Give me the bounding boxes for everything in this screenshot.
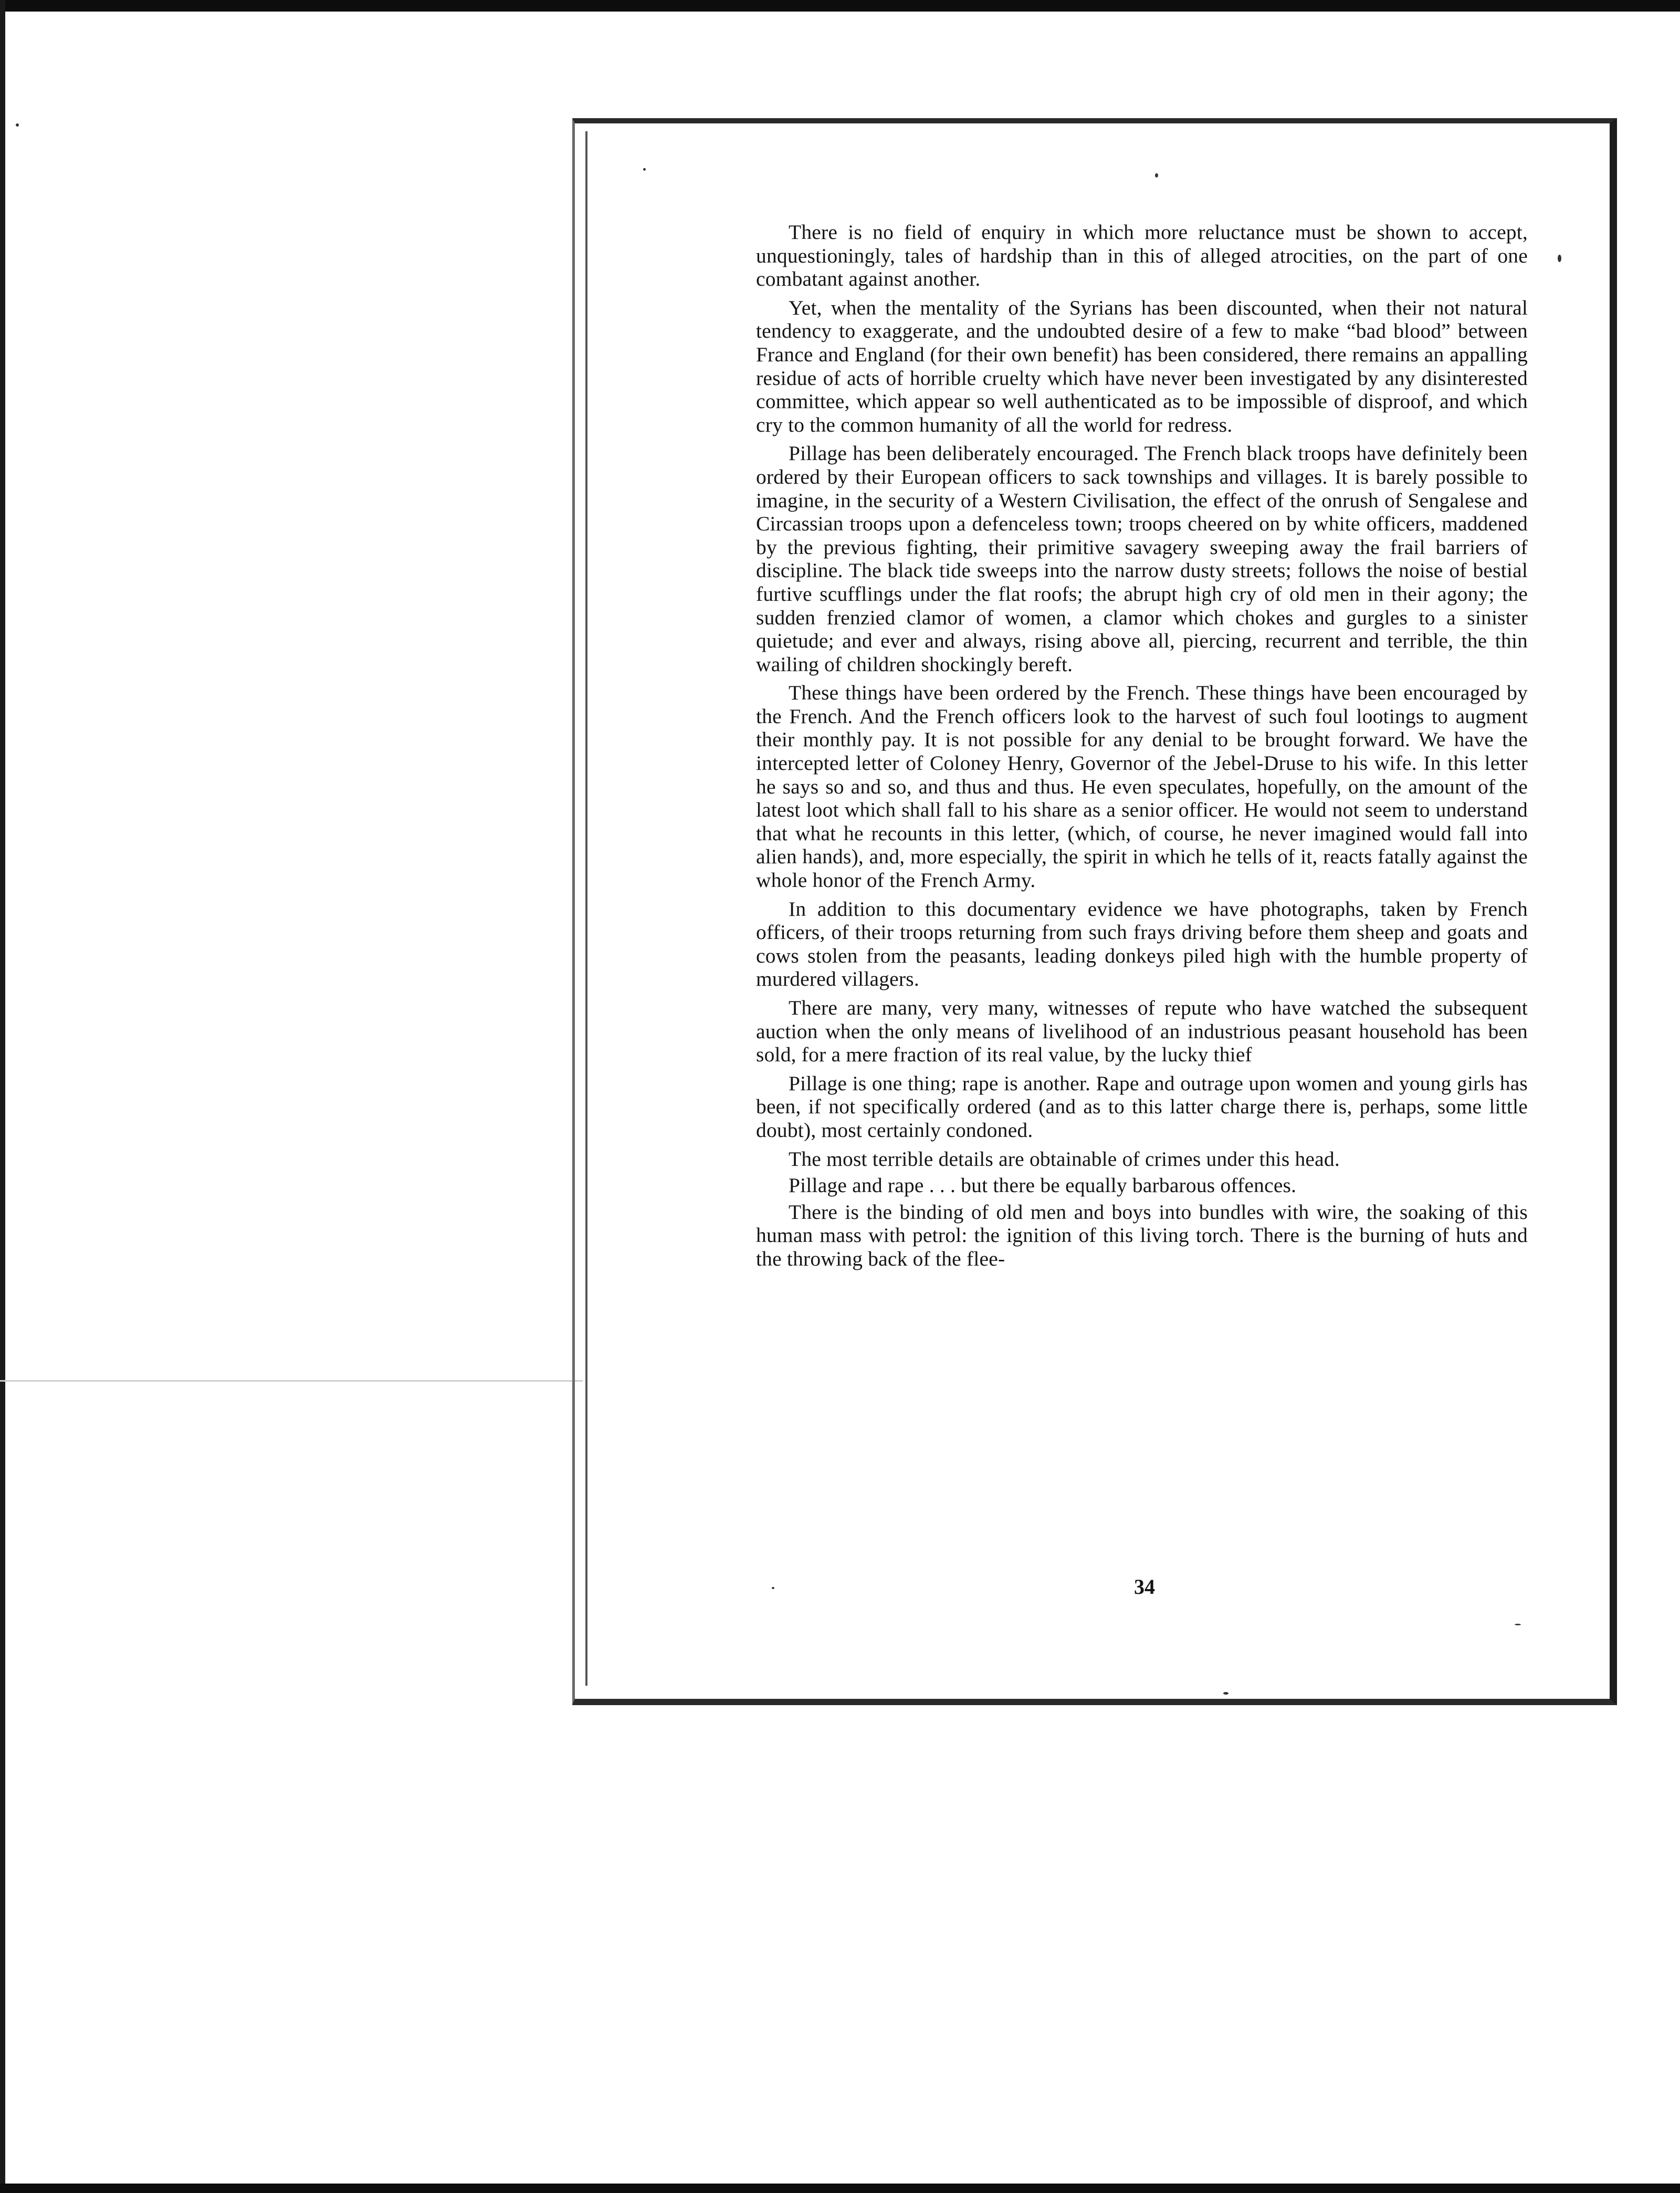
scan-left-edge <box>0 0 5 2193</box>
page-number: 34 <box>1134 1575 1155 1599</box>
scan-bottom-edge <box>0 2184 1680 2193</box>
fold-line <box>0 1380 583 1382</box>
page-binding-line <box>585 131 587 1686</box>
paragraph-3: Pillage has been deliberately encouraged. The French black troops have definitely been ordered by their European officers to sack townships and villages. It is barely possible to imagine, in the security of a Western Civilisation, the effect of the onrush of Sengalese and Circassian troops upon a defenceless town; troops cheered on by white officers, maddened by the previous fighting, their primitive savagery sweeping away the frail barriers of discipline. The black tide sweeps into the narrow dusty streets; follows the noise of bestial furtive scufflings under the flat roofs; the abrupt high cry of old men in their agony; the sudden frenzied clamor of women, a clamor which chokes and gurgles to a sinister quietude; and ever and always, rising above all, piercing, recurrent and terrible, the thin wailing of children shockingly bereft. <box>756 442 1528 676</box>
page-text <box>756 221 1528 1276</box>
paragraph-6: There are many, very many, witnesses of repute who have watched the subsequent auction when the only means of livelihood of an industrious peasant household has been sold, for a mere fraction of its real value, by the lucky thief <box>756 996 1528 1067</box>
paragraph-5: In addition to this documentary evidence we have photographs, taken by French officers, of their troops returning from such frays driving before them sheep and goats and cows stolen from the peasants, leading donkeys piled high with the humble property of murdered villagers. <box>756 897 1528 991</box>
paragraph-2: Yet, when the mentality of the Syrians has been discounted, when their not natural tendency to exaggerate, and the undoubted desire of a few to make “bad blood” between France and England (for their own benefit) has been considered, there remains an appalling residue of acts of horrible cruelty which have never been investigated by any disinterested committee, which appear so well authenticated as to be impossible of disproof, and which cry to the common humanity of all the world for redress. <box>756 296 1528 436</box>
paragraph-7: Pillage is one thing; rape is another. Rape and outrage upon women and young girls has been, if not specifically ordered (and as to this latter charge there is, perhaps, some little doubt), most certainly condoned. <box>756 1071 1528 1142</box>
paragraph-9: Pillage and rape . . . but there be equally barbarous offences. <box>789 1174 1297 1197</box>
paragraph-1: There is no field of enquiry in which more reluctance must be shown to accept, unquestioningly, tales of hardship than in this of alleged atrocities, on the part of one combatant against another. <box>756 221 1528 291</box>
paragraph-8: The most terrible details are obtainable of crimes under this head. <box>789 1147 1340 1171</box>
scan-top-edge <box>0 0 1680 12</box>
paragraph-10: There is the binding of old men and boys into bundles with wire, the soaking of this human mass with petrol: the ignition of this living torch. There is the burning of huts and the throwing back of the flee- <box>756 1200 1528 1270</box>
paragraph-4: These things have been ordered by the French. These things have been encouraged by the French. And the French officers look to the harvest of such foul lootings to augment their monthly pay. It is not possible for any denial to be brought forward. We have the intercepted letter of Coloney Henry, Governor of the Jebel-Druse to his wife. In this letter he says so and so, and thus and thus. He even speculates, hopefully, on the amount of the latest loot which shall fall to his share as a senior officer. He would not seem to understand that what he recounts in this letter, (which, of course, he never imagined would fall into alien hands), and, more especially, the spirit in which he tells of it, reacts fatally against the whole honor of the French Army. <box>756 681 1528 892</box>
